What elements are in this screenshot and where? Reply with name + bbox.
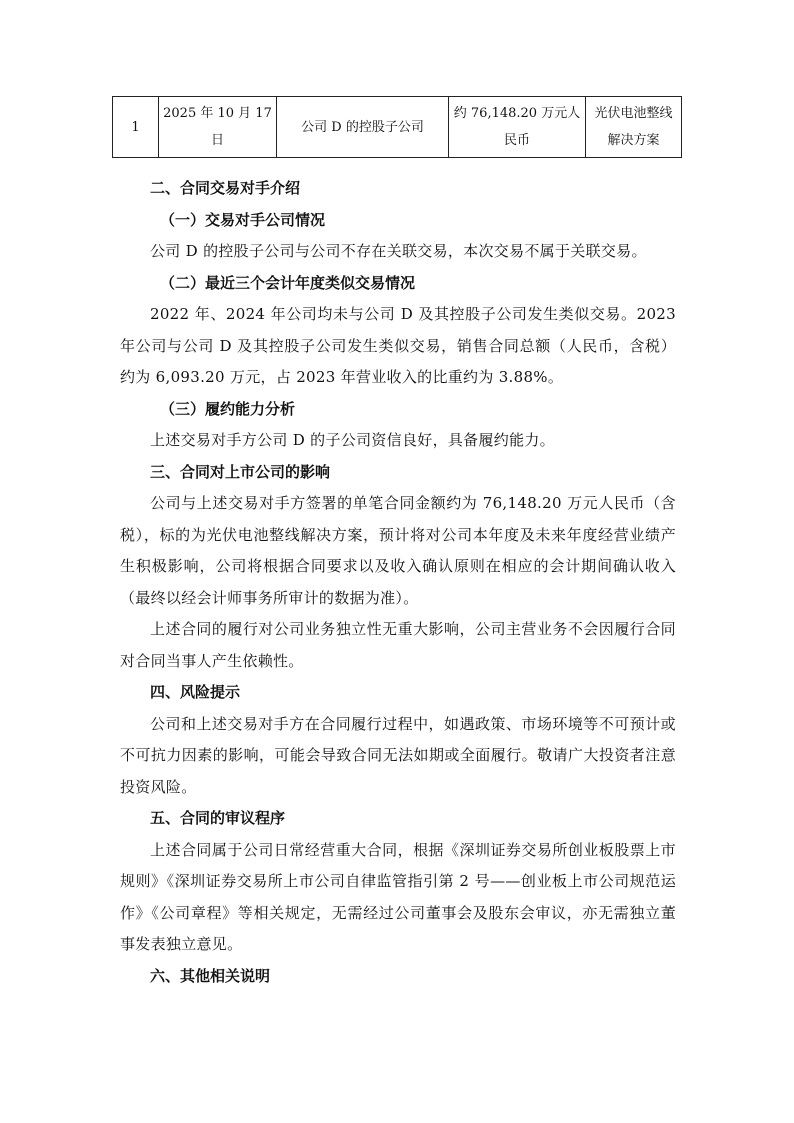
paragraph: 2022 年、2024 年公司均未与公司 D 及其控股子公司发生类似交易。2023 年公司与公司 D 及其控股子公司发生类似交易，销售合同总额（人民币，含税）约为 6,093.20 万元，占 2023 年营业收入的比重约为 3.88%。 (120, 305, 676, 386)
subsection-heading: （一）交易对手公司情况 (160, 210, 326, 229)
paragraph: 上述交易对手方公司 D 的子公司资信良好，具备履约能力。 (150, 431, 555, 449)
contract-table (112, 96, 682, 158)
cell-product: 光伏电池整线解决方案 (586, 97, 682, 158)
paragraph: 公司和上述交易对手方在合同履行过程中，如遇政策、市场环境等不可预计或不可抗力因素的影响，可能会导致合同无法如期或全面履行。敬请广大投资者注意投资风险。 (120, 714, 676, 796)
section-heading: 四、风险提示 (150, 683, 241, 701)
cell-no: 1 (113, 97, 159, 158)
cell-amount: 约 76,148.20 万元人民币 (449, 97, 586, 158)
subsection-heading: （二）最近三个会计年度类似交易情况 (160, 273, 416, 292)
cell-date: 2025 年 10 月 17 日 (159, 97, 277, 158)
subsection-heading: （三）履约能力分析 (160, 399, 296, 418)
section-heading: 六、其他相关说明 (150, 966, 271, 985)
table-row (113, 97, 682, 158)
paragraph: 上述合同的履行对公司业务独立性无重大影响，公司主营业务不会因履行合同对合同当事人产生依赖性。 (120, 620, 676, 670)
document-body (120, 173, 676, 992)
section-heading: 三、合同对上市公司的影响 (150, 462, 331, 481)
section-heading: 五、合同的审议程序 (150, 809, 286, 827)
paragraph: 公司 D 的控股子公司与公司不存在关联交易，本次交易不属于关联交易。 (150, 242, 647, 260)
paragraph: 上述合同属于公司日常经营重大合同，根据《深圳证券交易所创业板股票上市规则》《深圳证券交易所上市公司自律监管指引第 2 号——创业板上市公司规范运作》《公司章程》等相关规定，无需经过公司董事会及股东会审议，亦无需独立董事发表独立意见。 (120, 840, 676, 953)
paragraph: 公司与上述交易对手方签署的单笔合同金额约为 76,148.20 万元人民币（含税），标的为光伏电池整线解决方案，预计将对公司本年度及未来年度经营业绩产生积极影响，公司将根据合同要求以及收入确认原则在相应的会计期间确认收入（最终以经会计师事务所审计的数据为准）。 (120, 494, 676, 607)
cell-counterparty: 公司 D 的控股子公司 (277, 97, 449, 158)
section-heading: 二、合同交易对手介绍 (150, 179, 301, 197)
